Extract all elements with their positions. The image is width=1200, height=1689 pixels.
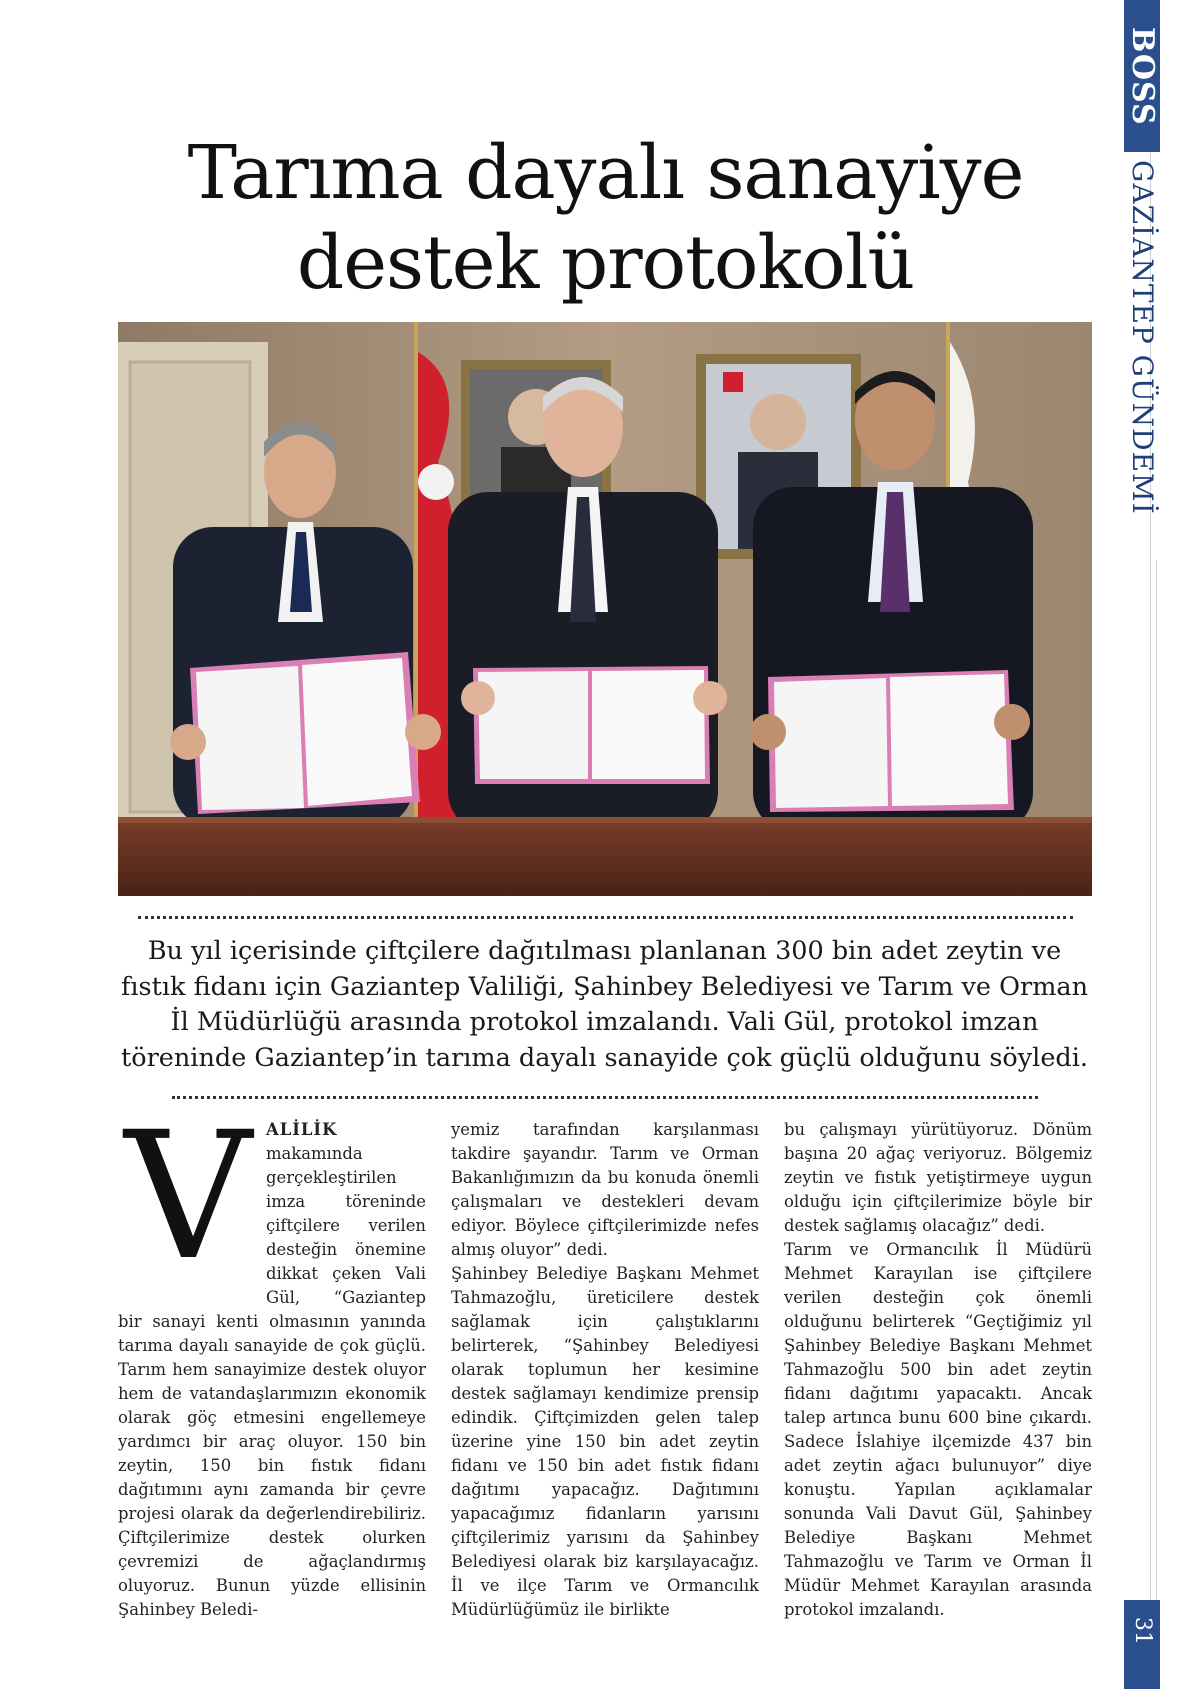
- column-1-text: makamında gerçekleştirilen imza töreninde çiftçilere verilen desteğin önemine dikkat çeken Vali Gül, “Gaziantep bir sanayi kenti olmasının yanında tarıma dayalı sanayide de çok güçlü. Tarım hem sanayimize destek oluyor hem de vatandaşlarımızın ekonomik olarak göç etmesini engellemeye yardımcı bir araç oluyor. 150 bin zeytin, 150 bin fıstık fidanı dağıtımını aynı zamanda bir çevre projesi olarak da değerlendirebiliriz. Çiftçilerimize destek olurken çevremizi de ağaçlandırmış oluyoruz. Bunun yüzde ellisinin Şahinbey Beledi-: [118, 1144, 426, 1619]
- column-2-paragraph-2: Şahinbey Belediye Başkanı Mehmet Tahmazoğlu, üreticilere destek sağlamak için çalıştıklarını belirterek, “Şahinbey Belediyesi olarak toplumun her kesimine destek sağlamayı kendimize prensip edindik. Çiftçimizden gelen talep üzerine yine 150 bin adet zeytin fidanı ve 150 bin adet fıstık fidanı dağıtımı yapacağız. Dağıtımını yapacağımız fidanların yarısını çiftçilerimiz yarısını da Şahinbey Belediyesi olarak biz karşılayacağız. İl ve ilçe Tarım ve Ormancılık Müdürlüğümüz ile birlikte: [451, 1264, 759, 1619]
- drop-cap: V: [124, 1094, 252, 1299]
- rail-line-secondary: [1156, 560, 1157, 1600]
- column-2-paragraph-1: yemiz tarafından karşılanması takdire şayandır. Tarım ve Orman Bakanlığımızın da bu konuda önemli çalışmaları ve destekleri devam ediyor. Böylece çiftçilerimizde nefes almış oluyor” dedi.: [451, 1120, 759, 1259]
- article-column-2: [451, 1118, 759, 1622]
- page-number: 31: [1130, 1617, 1155, 1645]
- section-label: GAZİANTEP GÜNDEMİ: [1126, 160, 1159, 515]
- lead-word: ALİLİK: [266, 1120, 338, 1139]
- separator-bottom: [172, 1096, 1038, 1099]
- brand-logo-text: BOSS: [1125, 26, 1160, 126]
- column-3-paragraph-2: Tarım ve Ormancılık İl Müdürü Mehmet Karayılan ise çiftçilere verilen desteğin çok önemli olduğunu belirterek “Geçtiğimiz yıl Şahinbey Belediye Başkanı Mehmet Tahmazoğlu 500 bin adet zeytin fidanı dağıtımı yapacaktı. Ancak talep artınca bunu 600 bine çıkardı. Sadece İslahiye ilçemizde 437 bin adet zeytin ağacı bulunuyor” diye konuştu. Yapılan açıklamalar sonunda Vali Davut Gül, Şahinbey Belediye Başkanı Mehmet Tahmazoğlu ve Tarım ve Orman İl Müdür Mehmet Karayılan arasında protokol imzalandı.: [784, 1240, 1092, 1619]
- title-line-1: Tarıma dayalı sanayiye: [187, 130, 1024, 216]
- article-column-3: [784, 1118, 1092, 1622]
- title-line-2: destek protokolü: [296, 220, 915, 306]
- article-title: [118, 128, 1093, 308]
- signing-ceremony-photo: [118, 322, 1092, 896]
- photo-illustration: [118, 322, 1092, 896]
- article-column-1: [118, 1094, 426, 1622]
- separator-top: [138, 916, 1073, 919]
- article-lead: Bu yıl içerisinde çiftçilere dağıtılması planlanan 300 bin adet zeytin ve fıstık fidanı için Gaziantep Valiliği, Şahinbey Belediyesi ve Tarım ve Orman İl Müdürlüğü arasında protokol imzalandı. Vali Gül, protokol imzan töreninde Gaziantep’in tarıma dayalı sanayide çok güçlü olduğunu söyledi.: [120, 936, 1089, 1073]
- column-3-paragraph-1: bu çalışmayı yürütüyoruz. Dönüm başına 20 ağaç veriyoruz. Bölgemiz zeytin ve fıstık yetiştirmeye uygun olduğu için çiftçilerimize böyle bir destek sağlamış olacağız” dedi.: [784, 1120, 1092, 1235]
